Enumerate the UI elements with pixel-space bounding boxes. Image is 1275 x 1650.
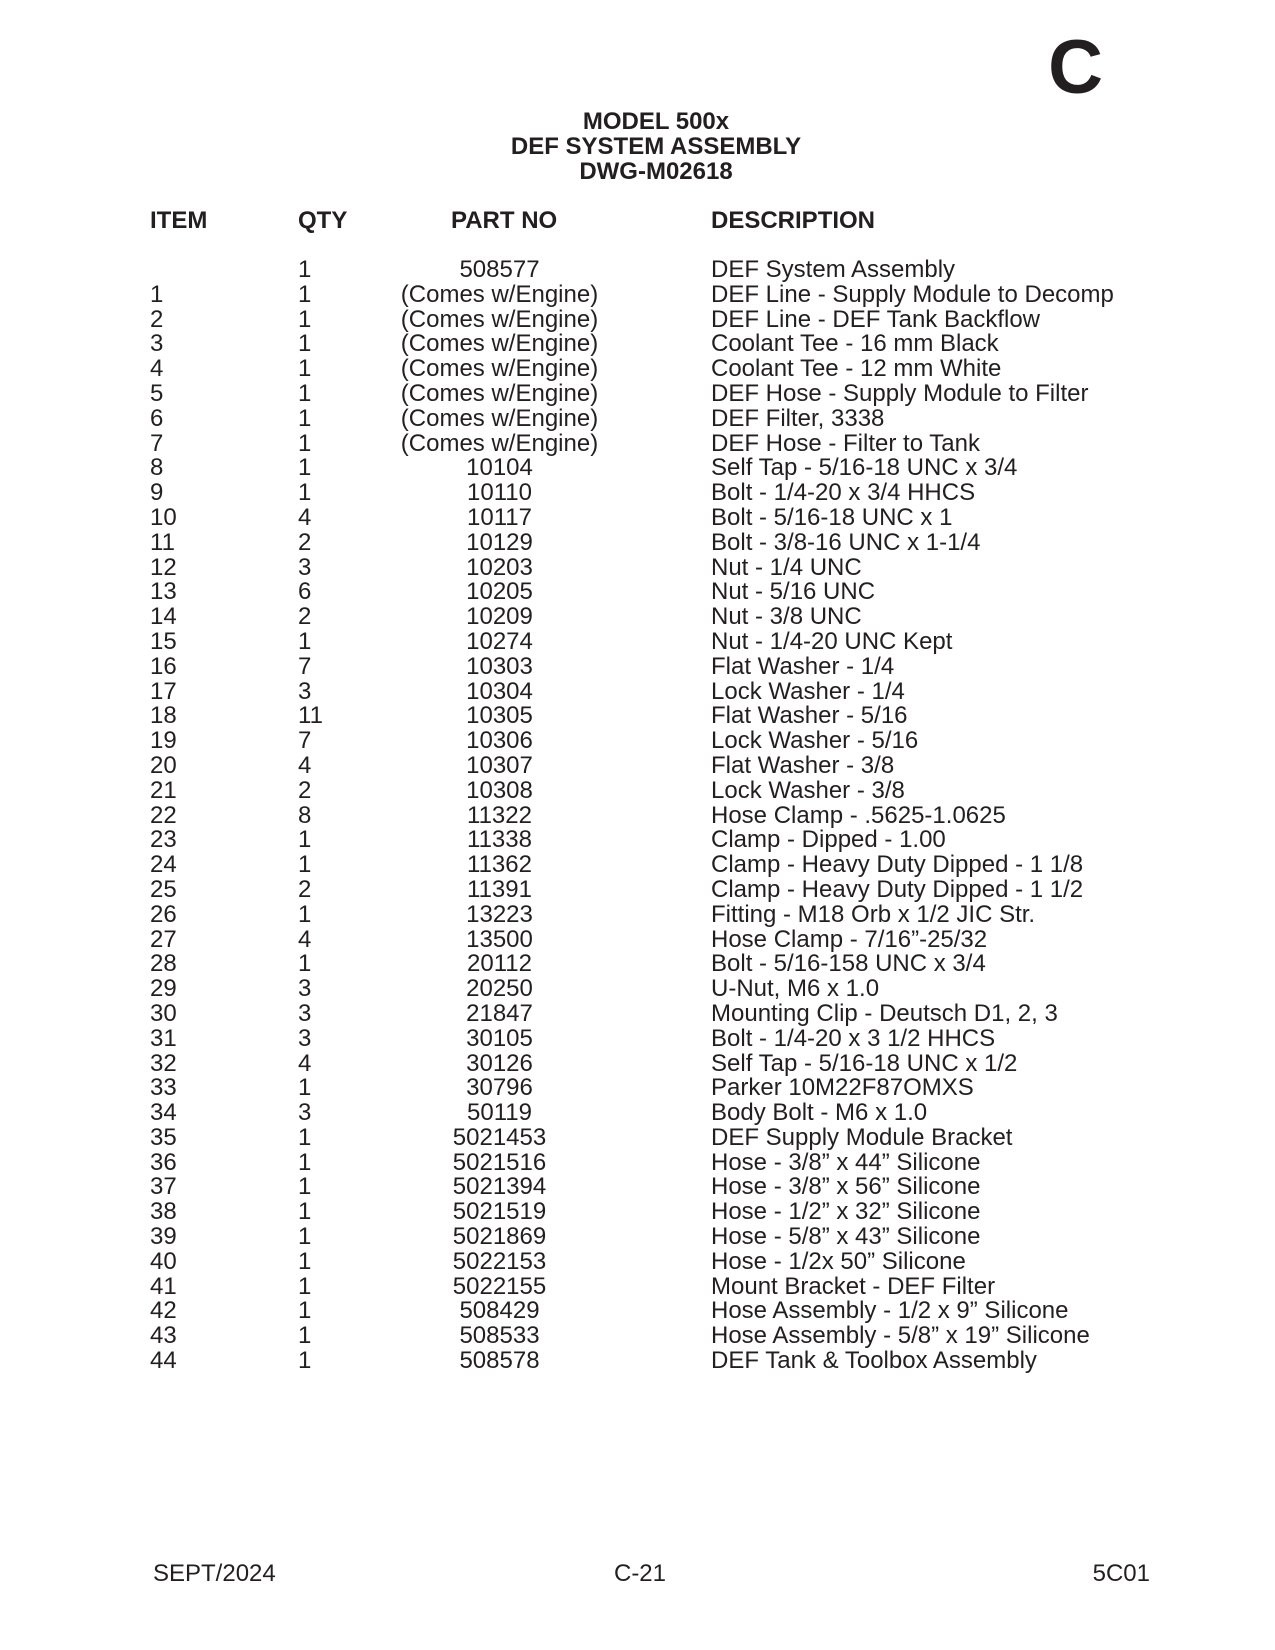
row-description: Lock Washer - 1/4	[711, 677, 905, 705]
row-part-number: 10205	[466, 578, 533, 606]
row-item-number: 29	[150, 975, 177, 1003]
table-row	[0, 553, 1275, 581]
row-part-number: 13500	[466, 925, 533, 953]
row-item-number: 20	[150, 751, 177, 779]
row-item-number: 17	[150, 677, 177, 705]
row-part-number: 10305	[466, 702, 533, 730]
row-part-number: 5022153	[452, 1247, 547, 1275]
table-row	[0, 1101, 1275, 1126]
row-quantity: 1	[298, 1247, 312, 1275]
row-item-number: 22	[150, 801, 177, 829]
row-part-number: 30105	[466, 1024, 533, 1052]
row-description: Mounting Clip - Deutsch D1, 2, 3	[711, 999, 1058, 1027]
row-item-number: 32	[150, 1049, 177, 1077]
row-quantity: 1	[298, 826, 312, 854]
row-description: Bolt - 1/4-20 x 3 1/2 HHCS	[711, 1024, 996, 1052]
table-row	[0, 605, 1275, 630]
row-part-number: 20112	[467, 950, 532, 978]
table-row	[0, 853, 1275, 878]
table-row	[0, 828, 1275, 853]
table-row	[0, 280, 1275, 308]
row-part-number: 5021519	[452, 1198, 547, 1226]
row-description: Flat Washer - 3/8	[711, 751, 895, 779]
row-quantity: 1	[298, 355, 312, 383]
row-description: Hose - 1/2” x 32” Silicone	[711, 1198, 981, 1226]
row-item-number: 38	[150, 1198, 177, 1226]
row-part-number: 10104	[466, 454, 533, 482]
row-quantity: 6	[298, 578, 312, 606]
row-quantity: 3	[298, 999, 312, 1027]
row-item-number: 37	[150, 1173, 177, 1201]
row-part-number: 10306	[466, 727, 533, 755]
row-quantity: 2	[298, 528, 312, 556]
row-part-number: 508578	[459, 1347, 540, 1375]
footer-code: 5C01	[1092, 1560, 1150, 1587]
row-quantity: 1	[298, 1173, 312, 1201]
row-part-number: 10203	[466, 553, 533, 581]
row-part-number: 10117	[467, 503, 532, 531]
row-quantity: 1	[298, 1272, 312, 1300]
row-description: Lock Washer - 3/8	[711, 776, 905, 804]
row-item-number: 9	[150, 479, 164, 507]
table-row	[0, 258, 1275, 283]
row-description: Nut - 1/4-20 UNC Kept	[711, 627, 953, 655]
row-part-number: 11322	[467, 801, 532, 829]
row-item-number: 15	[150, 627, 177, 655]
column-headers	[0, 207, 1275, 237]
table-row	[0, 1148, 1275, 1176]
row-part-number: 10209	[466, 603, 533, 631]
row-item-number: 36	[150, 1148, 177, 1176]
row-description: Hose Clamp - 7/16”-25/32	[711, 925, 988, 953]
table-row	[0, 1123, 1275, 1151]
header-part-no: PART NO	[451, 207, 558, 234]
row-part-number: 11338	[467, 826, 532, 854]
row-item-number: 18	[150, 702, 177, 730]
table-row	[0, 627, 1275, 655]
table-row	[0, 1225, 1275, 1250]
footer-page-number: C-21	[613, 1560, 667, 1587]
table-row	[0, 999, 1275, 1027]
row-quantity: 1	[298, 900, 312, 928]
row-item-number: 21	[150, 776, 177, 804]
table-row	[0, 977, 1275, 1002]
row-item-number: 41	[150, 1272, 177, 1300]
row-item-number: 26	[150, 900, 177, 928]
row-quantity: 3	[298, 677, 312, 705]
row-description: Bolt - 1/4-20 x 3/4 HHCS	[711, 479, 976, 507]
row-description: DEF System Assembly	[711, 256, 956, 283]
table-row	[0, 404, 1275, 432]
row-part-number: (Comes w/Engine)	[400, 305, 599, 333]
table-row	[0, 357, 1275, 382]
row-part-number: 5021869	[452, 1223, 547, 1251]
row-quantity: 1	[298, 1123, 312, 1151]
row-quantity: 1	[298, 330, 312, 358]
row-description: Lock Washer - 5/16	[711, 727, 919, 755]
row-description: Clamp - Heavy Duty Dipped - 1 1/2	[711, 875, 1084, 903]
row-quantity: 2	[298, 603, 312, 631]
row-quantity: 4	[298, 925, 312, 953]
row-item-number: 42	[150, 1297, 177, 1325]
row-description: Flat Washer - 5/16	[711, 702, 908, 730]
row-part-number: 21847	[466, 999, 533, 1027]
row-item-number: 19	[150, 727, 177, 755]
row-description: Flat Washer - 1/4	[711, 652, 895, 680]
row-quantity: 7	[298, 727, 312, 755]
row-description: Mount Bracket - DEF Filter	[711, 1272, 996, 1300]
row-quantity: 1	[298, 1074, 312, 1102]
row-quantity: 2	[298, 776, 312, 804]
row-part-number: 10110	[467, 479, 532, 507]
row-quantity: 1	[298, 280, 312, 308]
row-part-number: 10129	[466, 528, 533, 556]
row-part-number: 11391	[467, 875, 532, 903]
row-description: Self Tap - 5/16-18 UNC x 1/2	[711, 1049, 1018, 1077]
row-item-number: 40	[150, 1247, 177, 1275]
row-description: Body Bolt - M6 x 1.0	[711, 1099, 928, 1127]
table-row	[0, 1024, 1275, 1052]
row-quantity: 3	[298, 553, 312, 581]
header-qty: QTY	[298, 207, 348, 234]
row-item-number: 10	[150, 503, 177, 531]
table-row	[0, 429, 1275, 457]
table-row	[0, 528, 1275, 556]
row-item-number: 43	[150, 1322, 177, 1350]
row-description: Hose - 3/8” x 56” Silicone	[711, 1173, 981, 1201]
table-row	[0, 900, 1275, 928]
row-quantity: 1	[298, 379, 312, 407]
table-row	[0, 1200, 1275, 1225]
row-part-number: (Comes w/Engine)	[400, 404, 599, 432]
row-quantity: 1	[298, 1297, 312, 1325]
row-description: Fitting - M18 Orb x 1/2 JIC Str.	[711, 900, 1036, 928]
row-item-number: 23	[150, 826, 177, 854]
row-part-number: (Comes w/Engine)	[400, 429, 599, 457]
row-item-number: 33	[150, 1074, 177, 1102]
row-description: Hose Assembly - 5/8” x 19” Silicone	[711, 1322, 1090, 1350]
row-quantity: 1	[298, 950, 312, 978]
footer-date: SEPT/2024	[153, 1560, 276, 1587]
row-description: DEF Filter, 3338	[711, 404, 885, 432]
row-description: Hose Clamp - .5625-1.0625	[711, 801, 1006, 829]
table-row	[0, 379, 1275, 407]
row-part-number: 10304	[466, 677, 533, 705]
row-quantity: 11	[298, 702, 323, 730]
table-row	[0, 952, 1275, 977]
table-row	[0, 704, 1275, 729]
row-quantity: 1	[298, 627, 312, 655]
row-quantity: 1	[298, 1223, 312, 1251]
row-item-number: 25	[150, 875, 177, 903]
row-quantity: 1	[298, 256, 312, 283]
row-description: Nut - 3/8 UNC	[711, 603, 862, 631]
row-part-number: 508533	[459, 1322, 540, 1350]
row-item-number: 13	[150, 578, 177, 606]
table-row	[0, 652, 1275, 680]
row-item-number: 11	[150, 528, 175, 556]
row-quantity: 3	[298, 975, 312, 1003]
row-item-number: 16	[150, 652, 177, 680]
table-row	[0, 875, 1275, 903]
row-description: DEF Tank & Toolbox Assembly	[711, 1347, 1037, 1375]
row-description: Self Tap - 5/16-18 UNC x 3/4	[711, 454, 1018, 482]
row-description: Bolt - 5/16-158 UNC x 3/4	[711, 950, 986, 978]
title-drawing-number: DWG-M02618	[579, 158, 733, 185]
row-part-number: (Comes w/Engine)	[400, 330, 599, 358]
row-quantity: 7	[298, 652, 312, 680]
row-description: Clamp - Dipped - 1.00	[711, 826, 946, 854]
row-part-number: 5021394	[452, 1173, 547, 1201]
row-item-number: 31	[150, 1024, 177, 1052]
row-item-number: 6	[150, 404, 164, 432]
table-row	[0, 503, 1275, 531]
row-part-number: 10274	[466, 627, 533, 655]
title-assembly: DEF SYSTEM ASSEMBLY	[510, 133, 802, 160]
table-row	[0, 332, 1275, 357]
row-part-number: 11362	[467, 851, 532, 879]
row-quantity: 1	[298, 1148, 312, 1176]
row-item-number: 12	[150, 553, 177, 581]
row-item-number: 7	[150, 429, 164, 457]
row-quantity: 1	[298, 404, 312, 432]
row-quantity: 1	[298, 454, 312, 482]
table-row	[0, 481, 1275, 506]
row-quantity: 1	[298, 851, 312, 879]
table-row	[0, 1247, 1275, 1275]
row-description: Coolant Tee - 16 mm Black	[711, 330, 999, 358]
row-description: Nut - 5/16 UNC	[711, 578, 876, 606]
row-item-number: 27	[150, 925, 177, 953]
row-part-number: 13223	[466, 900, 533, 928]
row-item-number: 2	[150, 305, 164, 333]
row-quantity: 3	[298, 1024, 312, 1052]
row-quantity: 3	[298, 1099, 312, 1127]
row-item-number: 28	[150, 950, 177, 978]
row-description: Bolt - 3/8-16 UNC x 1-1/4	[711, 528, 981, 556]
row-quantity: 1	[298, 305, 312, 333]
row-quantity: 4	[298, 1049, 312, 1077]
table-row	[0, 305, 1275, 333]
row-description: DEF Hose - Supply Module to Filter	[711, 379, 1089, 407]
row-part-number: 20250	[466, 975, 533, 1003]
row-item-number: 30	[150, 999, 177, 1027]
title-model: MODEL 500x	[582, 108, 730, 135]
table-row	[0, 1349, 1275, 1374]
row-quantity: 2	[298, 875, 312, 903]
row-item-number: 8	[150, 454, 164, 482]
table-row	[0, 925, 1275, 953]
row-item-number: 4	[150, 355, 164, 383]
header-description: DESCRIPTION	[711, 207, 876, 234]
row-description: U-Nut, M6 x 1.0	[711, 975, 880, 1003]
row-description: Bolt - 5/16-18 UNC x 1	[711, 503, 953, 531]
row-item-number: 39	[150, 1223, 177, 1251]
row-part-number: (Comes w/Engine)	[400, 355, 599, 383]
row-quantity: 8	[298, 801, 312, 829]
row-quantity: 1	[298, 1347, 312, 1375]
table-row	[0, 1299, 1275, 1324]
row-item-number: 24	[150, 851, 177, 879]
row-description: Clamp - Heavy Duty Dipped - 1 1/8	[711, 851, 1084, 879]
header-item: ITEM	[150, 207, 208, 234]
row-part-number: 10303	[466, 652, 533, 680]
row-item-number: 35	[150, 1123, 177, 1151]
row-part-number: 5021453	[452, 1123, 547, 1151]
row-part-number: 5021516	[452, 1148, 547, 1176]
row-description: Hose - 1/2x 50” Silicone	[711, 1247, 966, 1275]
document-title	[0, 109, 1275, 184]
row-part-number: (Comes w/Engine)	[400, 379, 599, 407]
row-item-number: 34	[150, 1099, 177, 1127]
row-item-number: 3	[150, 330, 164, 358]
row-quantity: 1	[298, 429, 312, 457]
table-row	[0, 580, 1275, 605]
row-part-number: 508429	[459, 1297, 540, 1325]
row-item-number: 14	[150, 603, 177, 631]
row-description: Hose Assembly - 1/2 x 9” Silicone	[711, 1297, 1069, 1325]
table-row	[0, 729, 1275, 754]
row-quantity: 1	[298, 1322, 312, 1350]
row-description: DEF Line - DEF Tank Backflow	[711, 305, 1041, 333]
row-item-number: 44	[150, 1347, 177, 1375]
row-part-number: (Comes w/Engine)	[400, 280, 599, 308]
row-description: Coolant Tee - 12 mm White	[711, 355, 1002, 383]
row-quantity: 1	[298, 479, 312, 507]
row-description: DEF Hose - Filter to Tank	[711, 429, 980, 457]
row-description: Parker 10M22F87OMXS	[711, 1074, 974, 1102]
table-row	[0, 776, 1275, 804]
row-quantity: 1	[298, 1198, 312, 1226]
row-quantity: 4	[298, 751, 312, 779]
row-item-number: 1	[150, 280, 164, 308]
row-description: Hose - 3/8” x 44” Silicone	[711, 1148, 981, 1176]
table-row	[0, 456, 1275, 481]
table-row	[0, 801, 1275, 829]
row-part-number: 50119	[467, 1099, 532, 1127]
section-letter: C	[1048, 25, 1103, 110]
row-description: Nut - 1/4 UNC	[711, 553, 862, 581]
row-part-number: 5022155	[452, 1272, 547, 1300]
table-row	[0, 677, 1275, 705]
table-row	[0, 1272, 1275, 1300]
row-quantity: 4	[298, 503, 312, 531]
table-row	[0, 1076, 1275, 1101]
row-part-number: 30126	[466, 1049, 533, 1077]
row-description: DEF Supply Module Bracket	[711, 1123, 1013, 1151]
row-item-number: 5	[150, 379, 164, 407]
row-part-number: 10307	[466, 751, 533, 779]
table-row	[0, 1175, 1275, 1200]
row-part-number: 10308	[466, 776, 533, 804]
table-row	[0, 751, 1275, 779]
row-description: Hose - 5/8” x 43” Silicone	[711, 1223, 981, 1251]
row-part-number: 508577	[459, 256, 540, 283]
row-part-number: 30796	[466, 1074, 533, 1102]
parts-list	[0, 258, 1275, 1374]
table-row	[0, 1324, 1275, 1349]
table-row	[0, 1049, 1275, 1077]
row-description: DEF Line - Supply Module to Decomp	[711, 280, 1114, 308]
